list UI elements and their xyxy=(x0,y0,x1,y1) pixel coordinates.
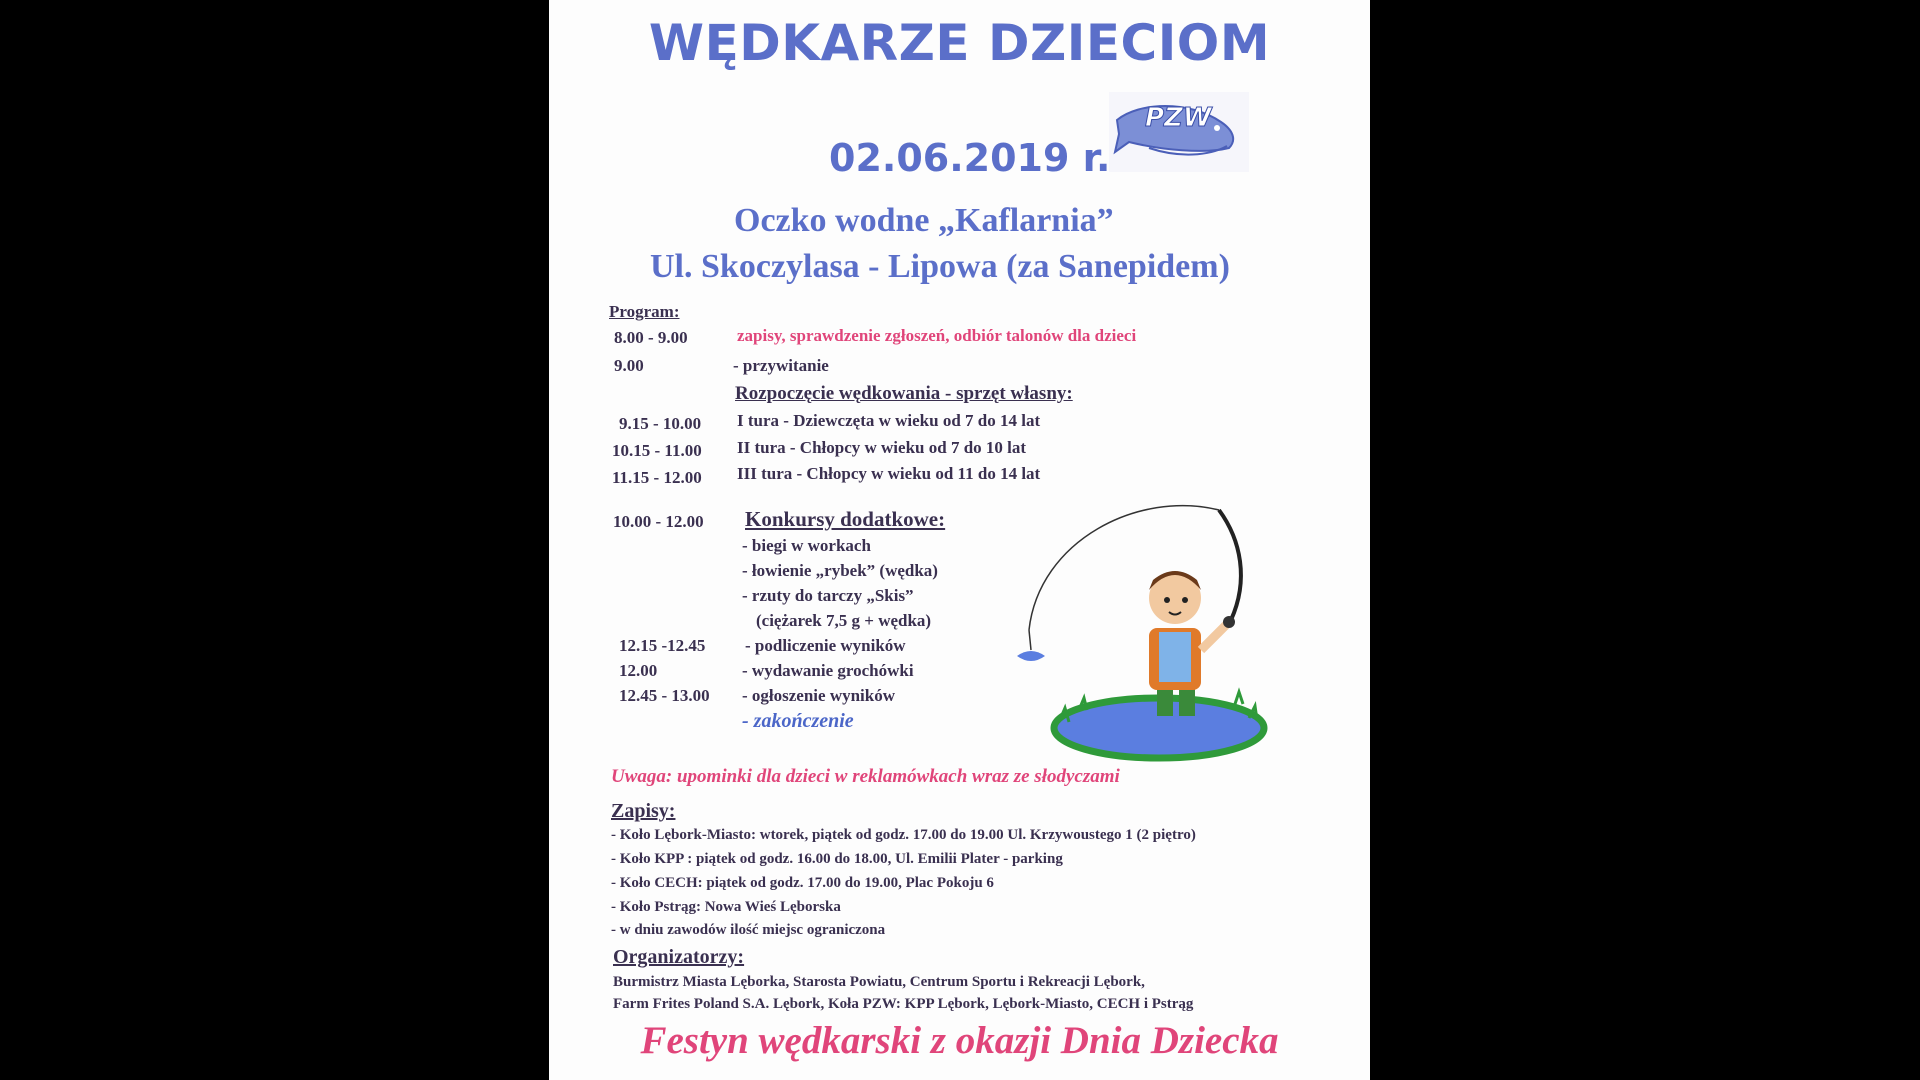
signup-item: - Koło KPP : piątek od godz. 16.00 do 18.00, Ul. Emilii Plater - parking xyxy=(611,851,1063,867)
schedule-text: zapisy, sprawdzenie zgłoszeń, odbiór talonów dla dzieci xyxy=(737,326,1137,345)
signup-item: - Koło Lębork-Miasto: wtorek, piątek od godz. 17.00 do 19.00 Ul. Krzywoustego 1 (2 piętro) xyxy=(611,827,1196,843)
gifts-note: Uwaga: upominki dla dzieci w reklamówkach wraz ze słodyczami xyxy=(611,766,1120,787)
schedule-text: I tura - Dziewczęta w wieku od 7 do 14 lat xyxy=(737,411,1041,430)
poster-title: WĘDKARZE DZIECIOM xyxy=(648,14,1271,72)
venue-name: Oczko wodne „Kaflarnia” xyxy=(734,202,1114,239)
event-date: 02.06.2019 r. xyxy=(829,136,1111,180)
contests-heading: Konkursy dodatkowe: xyxy=(745,507,946,531)
program-label: Program: xyxy=(609,302,680,321)
fishing-start-heading: Rozpoczęcie wędkowania - sprzęt własny: xyxy=(735,383,1073,404)
schedule-text: - podliczenie wyników xyxy=(745,636,906,655)
schedule-time: 9.15 - 10.00 xyxy=(619,414,702,433)
closing-item: - zakończenie xyxy=(742,710,854,732)
contest-item: (ciężarek 7,5 g + wędka) xyxy=(756,611,932,630)
schedule-text: - przywitanie xyxy=(733,356,829,375)
poster-sheet xyxy=(549,0,1370,1080)
festival-footer: Festyn wędkarski z okazji Dnia Dziecka xyxy=(640,1019,1279,1062)
schedule-time: 10.15 - 11.00 xyxy=(612,441,702,460)
schedule-text: III tura - Chłopcy w wieku od 11 do 14 lat xyxy=(737,464,1041,483)
organizers-heading: Organizatorzy: xyxy=(613,946,745,968)
schedule-time: 9.00 xyxy=(614,356,644,375)
schedule-text: - ogłoszenie wyników xyxy=(742,686,895,705)
schedule-text: II tura - Chłopcy w wieku od 7 do 10 lat xyxy=(737,438,1027,457)
contest-item: - biegi w workach xyxy=(742,536,871,555)
signup-heading: Zapisy: xyxy=(611,800,676,822)
svg-text:PZW: PZW xyxy=(1145,103,1212,133)
schedule-time: 10.00 - 12.00 xyxy=(613,512,704,531)
pzw-fish-logo-icon xyxy=(1109,92,1249,172)
boy-fishing-illustration-icon xyxy=(1009,500,1279,770)
schedule-time: 11.15 - 12.00 xyxy=(612,468,702,487)
schedule-time: 12.00 xyxy=(619,661,658,680)
schedule-text: - wydawanie grochówki xyxy=(742,661,914,680)
signup-item: - Koło CECH: piątek od godz. 17.00 do 19.00, Plac Pokoju 6 xyxy=(611,875,994,891)
signup-item: - w dniu zawodów ilość miejsc ograniczona xyxy=(611,922,886,938)
schedule-time: 12.45 - 13.00 xyxy=(619,686,710,705)
organizers-line: Burmistrz Miasta Lęborka, Starosta Powiatu, Centrum Sportu i Rekreacji Lębork, xyxy=(613,974,1145,990)
venue-address: Ul. Skoczylasa - Lipowa (za Sanepidem) xyxy=(650,248,1230,285)
contest-item: - łowienie „rybek” (wędka) xyxy=(742,561,938,580)
schedule-time: 12.15 -12.45 xyxy=(619,636,706,655)
contest-item: - rzuty do tarczy „Skis” xyxy=(742,586,914,605)
organizers-line: Farm Frites Poland S.A. Lębork, Koła PZW: KPP Lębork, Lębork-Miasto, CECH i Pstrąg xyxy=(613,996,1194,1012)
schedule-time: 8.00 - 9.00 xyxy=(614,328,688,347)
signup-item: - Koło Pstrąg: Nowa Wieś Lęborska xyxy=(611,899,841,915)
